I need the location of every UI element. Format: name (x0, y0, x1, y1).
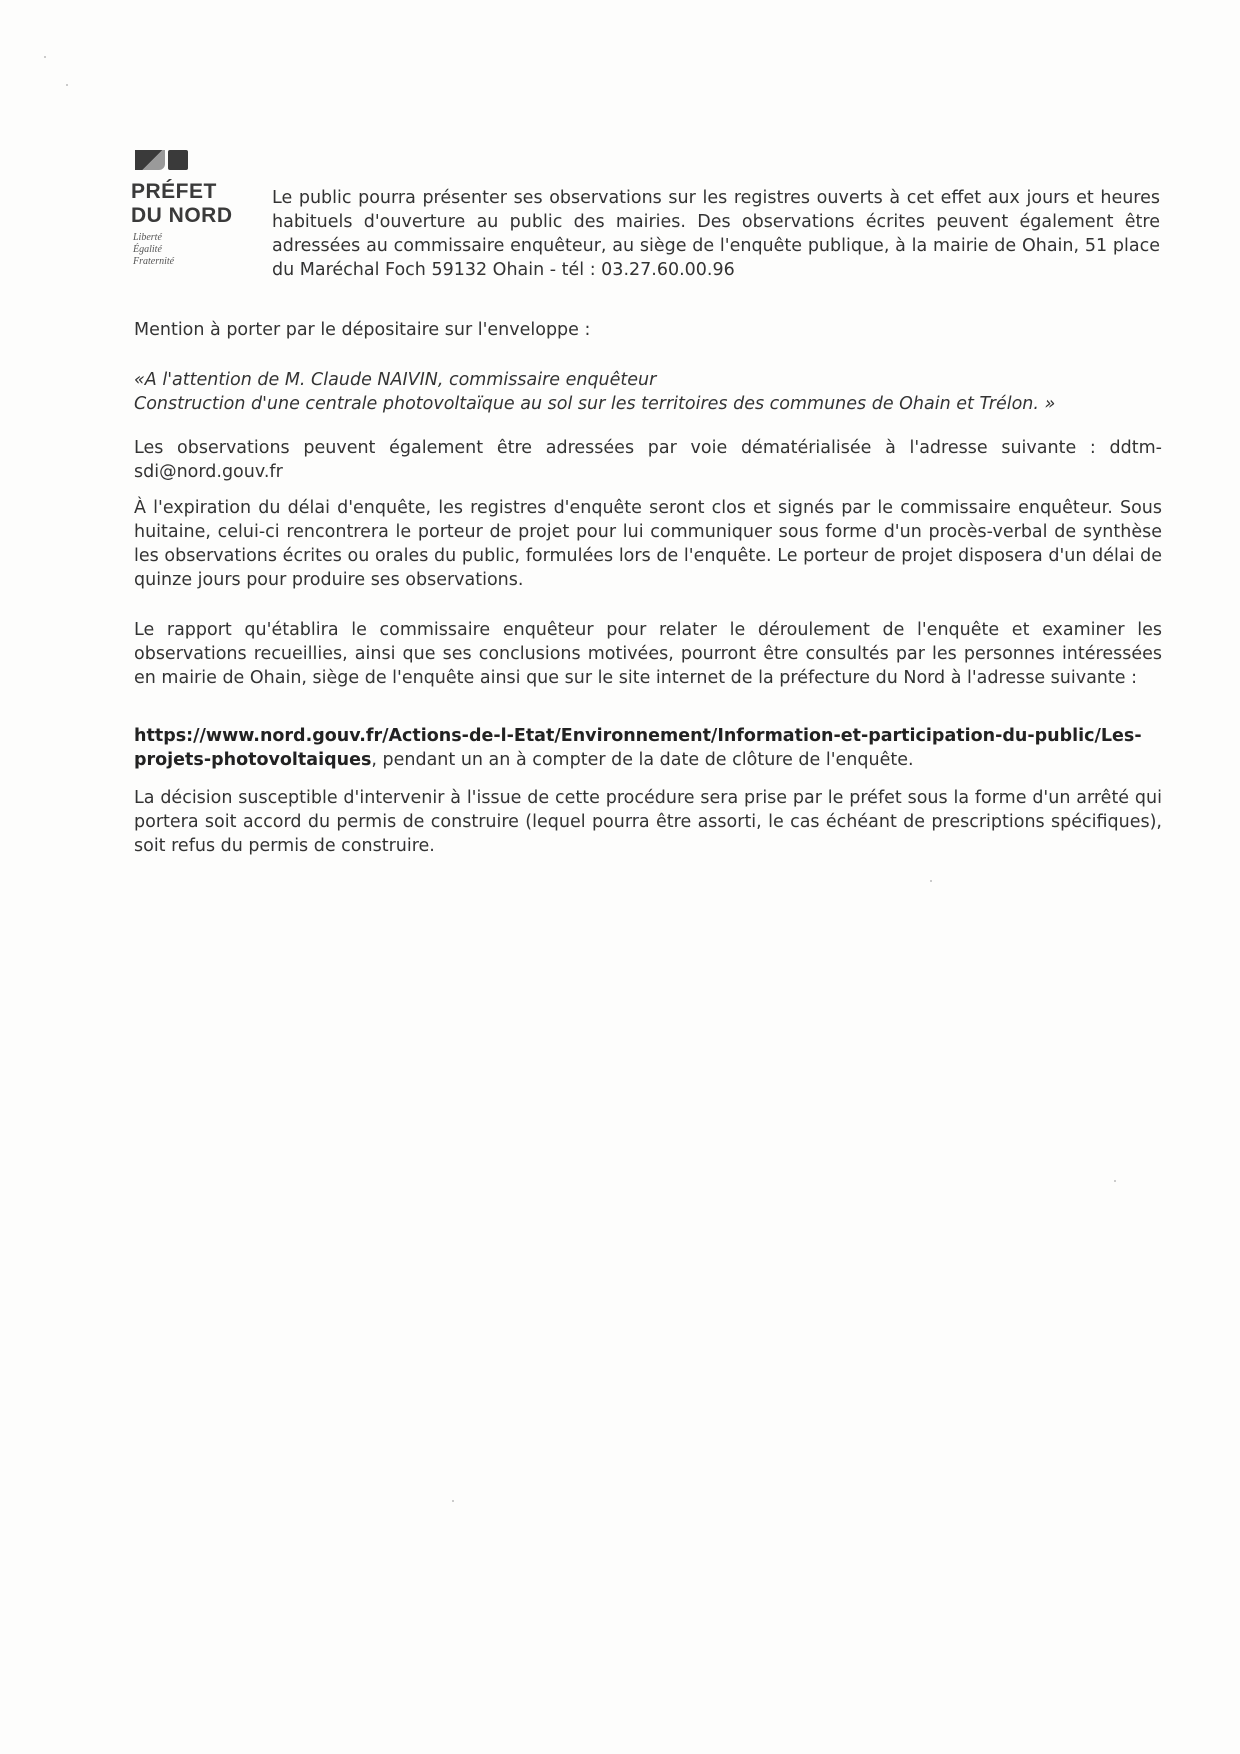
dematerialise-paragraph: Les observations peuvent également être adressées par voie dématérialisée à l'adresse suivante : ddtm-sdi@nord.gouv.fr (134, 438, 1162, 482)
motto-egalite: Égalité (133, 244, 162, 255)
prefet-du-nord-logo (131, 148, 261, 268)
scan-speck (66, 84, 68, 86)
expiration-paragraph: À l'expiration du délai d'enquête, les registres d'enquête seront clos et signés par le commissaire enquêteur. Sous huitaine, celui-ci rencontrera le porteur de projet pour lui communiquer sous forme d'un procès-verbal de synthèse les observations écrites ou orales du public, formulées lors de l'enquête. Le porteur de projet disposera d'un délai de quinze jours pour produire ses observations. (134, 498, 1162, 590)
scan-speck (452, 1500, 454, 1502)
motto-liberte: Liberté (133, 232, 162, 243)
attention-line2: Construction d'une centrale photovoltaïque au sol sur les territoires des communes de Ohain et Trélon. » (134, 394, 1056, 414)
attention-line1: «A l'attention de M. Claude NAIVIN, commissaire enquêteur (134, 370, 657, 390)
url-paragraph (134, 724, 1162, 772)
motto (133, 232, 261, 268)
intro-paragraph: Le public pourra présenter ses observations sur les registres ouverts à cet effet aux jours et heures habituels d'ouverture au public des mairies. Des observations écrites peuvent également être adressées au commissaire enquêteur, au siège de l'enquête publique, à la mairie de Ohain, 51 place du Maréchal Foch 59132 Ohain - tél : 03.27.60.00.96 (272, 188, 1160, 280)
rapport-paragraph: Le rapport qu'établira le commissaire enquêteur pour relater le déroulement de l'enquête et examiner les observations recueillies, ainsi que ses conclusions motivées, pourront être consultés par les personnes intéressées en mairie de Ohain, siège de l'enquête ainsi que sur le site internet de la préfecture du Nord à l'adresse suivante : (134, 620, 1162, 688)
motto-fraternite: Fraternité (133, 256, 175, 267)
mention-paragraph: Mention à porter par le dépositaire sur l'enveloppe : (134, 320, 591, 340)
attention-block (134, 368, 1162, 416)
scan-speck (1114, 1180, 1116, 1182)
scan-speck (930, 880, 932, 882)
logo-title-line2: DU NORD (131, 204, 233, 227)
republic-emblem-icon (135, 148, 261, 172)
logo-title (131, 180, 261, 228)
decision-paragraph: La décision susceptible d'intervenir à l'issue de cette procédure sera prise par le préfet sous la forme d'un arrêté qui portera soit accord du permis de construire (lequel pourra être assorti, le cas échéant de prescriptions spécifiques), soit refus du permis de construire. (134, 788, 1162, 856)
prefecture-url-link[interactable]: https://www.nord.gouv.fr/Actions-de-l-Etat/Environnement/Information-et-participation-du-public/Les-projets-photovoltaiques (134, 726, 1142, 770)
logo-title-line1: PRÉFET (131, 180, 217, 203)
url-suffix: , pendant un an à compter de la date de clôture de l'enquête. (371, 750, 914, 770)
scan-speck (44, 56, 46, 58)
